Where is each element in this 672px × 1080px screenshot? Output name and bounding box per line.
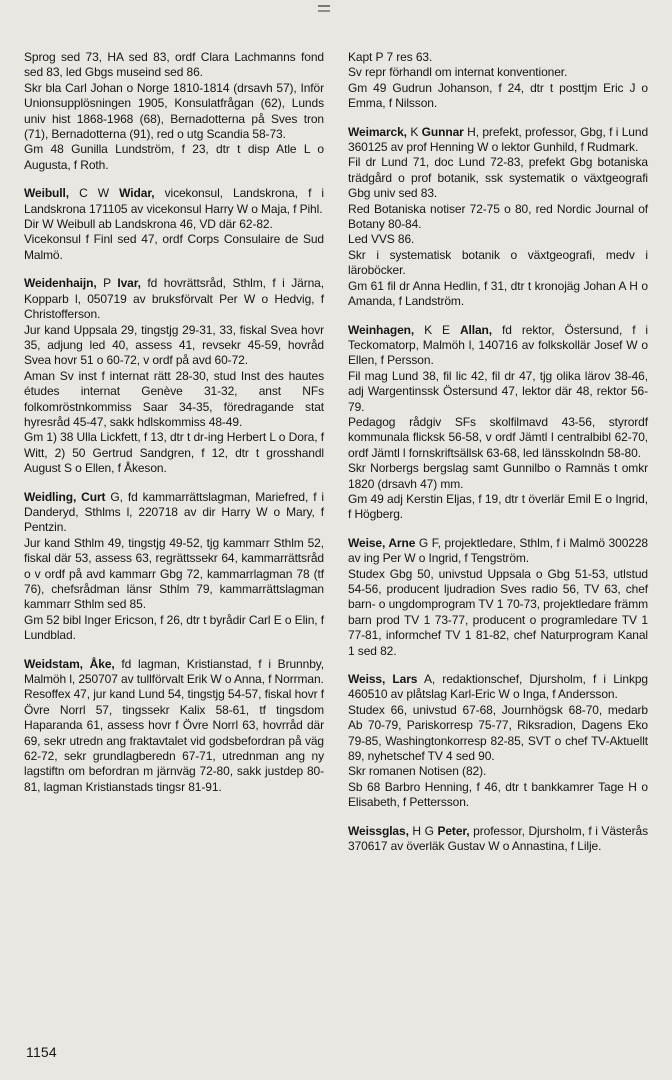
entry-weibull-career bbox=[24, 217, 324, 232]
entry-weimarck-career bbox=[348, 155, 648, 201]
entry-name-bold: Gunnar bbox=[421, 124, 464, 139]
text-run: Fil mag Lund 38, fil lic 42, fil dr 47, tjg olika lärov 38-46, adj Wargentinssk Östersund 47, lektor där 48, rektor 56-79. bbox=[348, 368, 648, 414]
text-run: Skr bla Carl Johan o Norge 1810-1814 (drsavh 57), Inför Unionsupplösningen 1905, Konsulatfrågan (62), Lunds univ hist 1868-1968 (68), Bernadotterna på Sves tron (71), Bernadotterna (91), red o utg Scandia 58-73. bbox=[24, 80, 324, 142]
entry-weise-career bbox=[348, 567, 648, 659]
text-run: H, prefekt, professor, Gbg, f i Lund 360125 av prof Henning W o lektor Gunhild, f Rudmark. bbox=[348, 124, 649, 155]
text-run: Sv repr förhandl om internat konventioner. bbox=[348, 65, 568, 80]
text-run: C W bbox=[68, 186, 120, 201]
text-run: Gm 49 adj Kerstin Eljas, f 19, dtr t överlär Emil E o Ingrid, f Högberg. bbox=[348, 491, 648, 522]
entry-name-bold: Weibull, bbox=[24, 186, 69, 201]
left-column bbox=[24, 50, 324, 855]
continuation-works bbox=[24, 81, 324, 143]
text-run: fd lagman, Kristianstad, f i Brunnby, Malmöh l, 250707 av tullförvalt Erik W o Anna, f Norrman. bbox=[24, 656, 325, 687]
text-run: Studex 66, univstud 67-68, Journhögsk 68-70, medarb Ab 70-79, Pariskorresp 75-77, Riksradion, Dagens Eko 79-85, Washingtonkorresp 82-85, SVT o chef TV-Aktuellt 89, nyhetschef TV 4 sed 90. bbox=[348, 702, 648, 764]
text-run: Studex Gbg 50, univstud Uppsala o Gbg 51-53, utlstud 54-56, producent ljudradion Sves radio 56, TV 63, chef barn- o ungdomprogram TV 1 70-73, projektledare främm barn prod TV 1 73-77, producent o programledare TV 1 77-81, informchef TV 1 81-82, chef Naturprogram Kanal 1 sed 82. bbox=[348, 566, 648, 658]
text-run: vicekonsul, Landskrona, f i Landskrona 171105 av vicekonsul Harry W o Maja, f Pihl. bbox=[24, 186, 325, 216]
text-run: Dir W Weibull ab Landskrona 46, VD där 62-82. bbox=[24, 217, 273, 232]
scan-artifact bbox=[318, 5, 330, 7]
entry-weiss-works bbox=[348, 764, 648, 779]
entry-weiss-family bbox=[348, 780, 648, 811]
continuation-military bbox=[348, 50, 648, 65]
entry-weimarck-family bbox=[348, 279, 648, 310]
entry-weidenhaijn-header bbox=[24, 276, 324, 322]
text-run: Gm 52 bibl Inger Ericson, f 26, dtr t byrådir Carl E o Elin, f Lundblad. bbox=[24, 612, 324, 643]
entry-weinhagen-family bbox=[348, 492, 648, 523]
right-column bbox=[348, 50, 648, 855]
text-columns bbox=[24, 50, 648, 855]
text-run: Skr i systematisk botanik o växtgeografi, medv i läroböcker. bbox=[348, 247, 648, 278]
text-run: fd hovrättsråd, Sthlm, f i Järna, Kopparb l, 050719 av bruksförvalt Per W o Hedvig, f Christofferson. bbox=[24, 276, 324, 322]
entry-separator bbox=[348, 811, 648, 824]
text-run: Gm 48 Gunilla Lundström, f 23, dtr t disp Atle L o Augusta, f Roth. bbox=[24, 142, 324, 172]
entry-separator bbox=[24, 477, 324, 490]
text-run: K E bbox=[414, 322, 460, 337]
entry-separator bbox=[348, 310, 648, 323]
text-run: Pedagog rådgiv SFs skolfilmavd 43-56, styrordf kommunala flicksk 56-58, v ordf Jämtl l centralbibl 62-70, ordf Jämtl l fornskriftsällsk 63-68, led länsskolndn 58-80. bbox=[348, 414, 648, 460]
entry-weimarck-memberships bbox=[348, 232, 648, 247]
entry-weinhagen-works bbox=[348, 461, 648, 492]
entry-weissglas-header bbox=[348, 824, 648, 855]
text-run: Gm 1) 38 Ulla Lickfett, f 13, dtr t dr-ing Herbert L o Dora, f Witt, 2) 50 Gertrud Sandgren, f 12, dtr t grosshandl August S o Ellen, f Åkeson. bbox=[24, 430, 324, 476]
entry-name-bold: Weimarck, bbox=[348, 124, 407, 139]
entry-weidling-header bbox=[24, 490, 324, 536]
continuation-honors bbox=[24, 50, 324, 81]
entry-separator bbox=[348, 112, 648, 125]
text-run: professor, Djursholm, f i Västerås 370617 av överläk Gustav W o Annastina, f Lilje. bbox=[348, 823, 648, 854]
continuation-missions bbox=[348, 65, 648, 80]
entry-weimarck-works bbox=[348, 248, 648, 279]
text-run: G, fd kammarrättslagman, Mariefred, f i Danderyd, Sthlms l, 220718 av dir Harry W o Mary, f Pentzin. bbox=[24, 489, 324, 535]
entry-separator bbox=[24, 173, 324, 186]
entry-name-bold: Weise, Arne bbox=[348, 535, 416, 550]
entry-name-bold: Weinhagen, bbox=[348, 322, 415, 337]
text-run: Led VVS 86. bbox=[348, 232, 415, 247]
entry-separator bbox=[24, 263, 324, 276]
entry-weibull-offices bbox=[24, 232, 324, 263]
entry-weimarck-header bbox=[348, 125, 648, 156]
entry-separator bbox=[24, 644, 324, 657]
text-run: Aman Sv inst f internat rätt 28-30, stud Inst des hautes études internat Genève 31-32, anst NFs folkomröstnkommiss Saar 34-35, föredragande stat hyresråd 45-47, sakk hdlskommiss 48-49. bbox=[24, 368, 324, 429]
entry-weiss-header bbox=[348, 672, 648, 703]
text-run: Jur kand Sthlm 49, tingstjg 49-52, tjg kammarr Sthlm 52, fiskal där 53, assess 63, regrättssekr 64, kammarrättsråd o v ordf på avd kammarr Gbg 72, kammarrlagman 78 (tf 76), chefsrådman länsr Sthlm 79, kammarrättslagman kammarr Sthlm sed 85. bbox=[24, 535, 324, 612]
text-run: Kapt P 7 res 63. bbox=[348, 50, 433, 64]
text-run: Sb 68 Barbro Henning, f 46, dtr t bankkamrer Tage H o Elisabeth, f Pettersson. bbox=[348, 779, 648, 810]
text-run: Red Botaniska notiser 72-75 o 80, red Nordic Journal of Botany 80-84. bbox=[348, 201, 648, 232]
page-number: 1154 bbox=[26, 1044, 57, 1060]
entry-weinhagen-header bbox=[348, 323, 648, 369]
entry-weidling-family bbox=[24, 613, 324, 644]
entry-weidenhaijn-career bbox=[24, 323, 324, 369]
entry-name-bold: Weidstam, Åke, bbox=[24, 656, 115, 671]
text-run: fd rektor, Östersund, f i Teckomatorp, Malmöh l, 140716 av folkskollär Josef W o Ellen, f Persson. bbox=[348, 322, 648, 368]
entry-weibull-header bbox=[24, 186, 324, 217]
text-run: Fil dr Lund 71, doc Lund 72-83, prefekt Gbg botaniska trädgård o prof botanik, ssk systematik o växtgeografi Gbg univ sed 83. bbox=[348, 155, 648, 201]
entry-name-bold: Allan, bbox=[459, 322, 493, 337]
entry-weidstam-career bbox=[24, 687, 324, 795]
text-run: Gm 49 Gudrun Johanson, f 24, dtr t posttjm Eric J o Emma, f Nilsson. bbox=[348, 80, 648, 111]
entry-name-bold: Weidling, Curt bbox=[24, 489, 106, 504]
text-run: H G bbox=[408, 823, 438, 838]
entry-name-bold: Widar, bbox=[119, 186, 155, 201]
text-run: Sprog sed 73, HA sed 83, ordf Clara Lachmanns fond sed 83, led Gbgs museind sed 86. bbox=[24, 50, 324, 80]
entry-weidstam-header bbox=[24, 657, 324, 688]
text-run: P bbox=[96, 276, 118, 291]
entry-name-bold: Weissglas, bbox=[348, 823, 409, 838]
entry-weidling-career bbox=[24, 536, 324, 613]
text-run: Vicekonsul f Finl sed 47, ordf Corps Consulaire de Sud Malmö. bbox=[24, 232, 324, 262]
text-run: Skr romanen Notisen (82). bbox=[348, 764, 487, 779]
entry-name-bold: Ivar, bbox=[117, 276, 141, 291]
entry-weidenhaijn-other bbox=[24, 369, 324, 431]
entry-weiss-career bbox=[348, 703, 648, 765]
text-run: Jur kand Uppsala 29, tingstjg 29-31, 33, fiskal Svea hovr 35, adjung led 40, assess 41, revsekr 45-59, hovråd Svea hovr 51 o 60-72, v ordf på avd 60-72. bbox=[24, 322, 324, 368]
entry-separator bbox=[348, 659, 648, 672]
entry-weimarck-editor bbox=[348, 202, 648, 233]
continuation-family bbox=[24, 142, 324, 173]
text-run: Resoffex 47, jur kand Lund 54, tingstjg 54-57, fiskal hovr f Övre Norrl 57, tingssekr Kalix 58-61, tf tingsdom Haparanda 61, assess hovr f Övre Norrl 63, hovrråd där 69, sekr utredn ang fraktavtalet vid godsbefordran på väg 62-72, sekr grundlagberedn 67-71, utrednman ang ny lagstiftn om befordran m järnväg 72-80, sakk justdep 80-81, lagman Kristianstads tingsr 81-91. bbox=[24, 687, 324, 794]
text-run: A, redaktionschef, Djursholm, f i Linkpg 460510 av plåtslag Karl-Eric W o Inga, f Andersson. bbox=[348, 672, 648, 702]
entry-weinhagen-other bbox=[348, 415, 648, 461]
entry-weidenhaijn-family bbox=[24, 430, 324, 476]
entry-name-bold: Weidenhaijn, bbox=[24, 276, 97, 291]
text-run: G F, projektledare, Sthlm, f i Malmö 300228 av ing Per W o Ingrid, f Tengström. bbox=[348, 535, 648, 566]
text-run: K bbox=[406, 124, 422, 139]
continuation-family bbox=[348, 81, 648, 112]
entry-separator bbox=[348, 523, 648, 536]
entry-weinhagen-career bbox=[348, 369, 648, 415]
text-run: Skr Norbergs bergslag samt Gunnilbo o Ramnäs t omkr 1820 (drsavh 47) mm. bbox=[348, 461, 648, 491]
entry-name-bold: Peter, bbox=[437, 823, 470, 838]
entry-weise-header bbox=[348, 536, 648, 567]
text-run: Gm 61 fil dr Anna Hedlin, f 31, dtr t kronojäg Johan A H o Amanda, f Landström. bbox=[348, 278, 648, 309]
entry-name-bold: Weiss, Lars bbox=[348, 672, 418, 687]
